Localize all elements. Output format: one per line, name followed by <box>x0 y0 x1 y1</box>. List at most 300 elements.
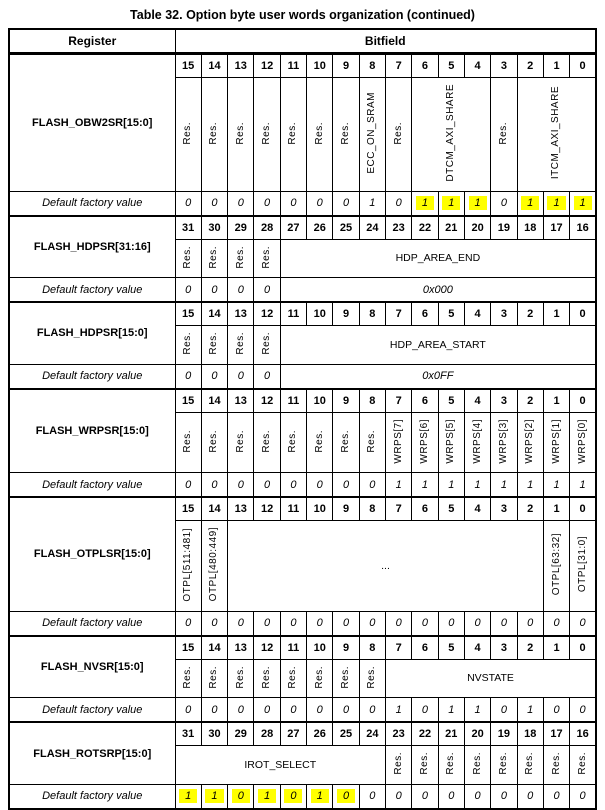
default-value: 0 <box>211 197 218 210</box>
bit-number-cell: 27 <box>280 216 306 240</box>
bit-number-cell: 10 <box>307 497 333 521</box>
bit-number-cell: 19 <box>491 216 517 240</box>
bit-number-cell: 8 <box>359 54 385 78</box>
default-value: 0 <box>474 790 481 803</box>
default-value-row <box>9 278 596 303</box>
default-value-cell <box>412 473 438 498</box>
bit-number-cell: 26 <box>307 216 333 240</box>
default-value-cell <box>254 611 280 636</box>
field-cell <box>280 659 306 698</box>
default-value-cell <box>280 473 306 498</box>
bit-number-cell: 31 <box>175 722 201 746</box>
default-value: 0 <box>553 617 560 630</box>
default-value: 1 <box>500 478 507 491</box>
bit-number-cell: 31 <box>175 216 201 240</box>
bit-number-cell: 12 <box>254 636 280 660</box>
field-cell <box>438 412 464 473</box>
bit-number-cell: 14 <box>201 54 227 78</box>
bitfield-column-header: Bitfield <box>175 29 596 54</box>
bit-number-cell: 12 <box>254 54 280 78</box>
bit-number-cell: 9 <box>333 497 359 521</box>
default-value: 0 <box>211 478 218 491</box>
field-label: Res. <box>392 752 404 775</box>
field-cell <box>201 521 227 611</box>
default-factory-value-label: Default factory value <box>9 473 175 498</box>
bit-number-cell: 28 <box>254 216 280 240</box>
field-cell <box>517 412 543 473</box>
default-value-cell <box>228 364 254 389</box>
field-cell <box>333 659 359 698</box>
default-value-cell <box>438 191 464 216</box>
default-value-cell <box>491 784 517 809</box>
field-label: Res. <box>471 752 483 775</box>
field-label: HDP_AREA_START <box>389 338 486 351</box>
option-byte-table <box>8 28 597 810</box>
default-value: 0 <box>579 617 586 630</box>
bit-number-cell: 1 <box>543 636 569 660</box>
default-value-cell <box>254 278 280 303</box>
default-value: 1 <box>553 478 560 491</box>
field-cell <box>412 412 438 473</box>
bit-number-cell: 23 <box>386 722 412 746</box>
bit-number-cell: 6 <box>412 389 438 413</box>
field-label: DTCM_AXI_SHARE <box>445 84 457 182</box>
field-label: Res. <box>366 665 378 689</box>
highlighted-default-value: 1 <box>442 196 460 210</box>
bit-number-cell: 9 <box>333 54 359 78</box>
field-cell <box>543 412 569 473</box>
bit-number-cell: 13 <box>228 54 254 78</box>
default-value-cell <box>570 191 596 216</box>
bit-number-cell: 0 <box>570 302 596 326</box>
default-value-cell <box>228 698 254 723</box>
field-label: Res. <box>418 752 430 775</box>
default-value: 0 <box>290 617 297 630</box>
bit-number-cell: 29 <box>228 722 254 746</box>
default-value-cell <box>412 191 438 216</box>
default-factory-value-label: Default factory value <box>9 191 175 216</box>
default-value-cell <box>254 698 280 723</box>
field-label: NVSTATE <box>467 672 514 685</box>
field-cell <box>201 326 227 365</box>
default-value: 0 <box>185 478 192 491</box>
field-label: Res. <box>234 665 246 689</box>
field-cell <box>201 412 227 473</box>
bit-number-cell: 3 <box>491 636 517 660</box>
default-value-cell <box>491 698 517 723</box>
bit-number-cell: 6 <box>412 54 438 78</box>
bit-number-row <box>9 54 596 78</box>
default-factory-value-label: Default factory value <box>9 784 175 809</box>
default-value: 0 <box>421 617 429 630</box>
default-value-cell <box>307 191 333 216</box>
default-value: 0 <box>474 617 481 630</box>
default-value: 0 <box>185 283 192 296</box>
field-cell <box>464 746 490 785</box>
highlighted-default-value: 1 <box>521 196 539 210</box>
field-label: WRPS[1] <box>550 418 562 464</box>
field-cell <box>201 78 227 192</box>
default-value: 0 <box>264 703 271 716</box>
field-cell <box>517 746 543 785</box>
default-value-cell <box>570 611 596 636</box>
default-value-cell <box>228 191 254 216</box>
register-name: FLASH_OBW2SR[15:0] <box>9 54 175 192</box>
bit-number-cell: 13 <box>228 636 254 660</box>
default-value: 1 <box>448 478 455 491</box>
bit-number-cell: 10 <box>307 302 333 326</box>
default-value: 0 <box>342 197 350 210</box>
default-value: 0 <box>579 790 586 803</box>
default-value: 1 <box>448 703 455 716</box>
bit-number-cell: 11 <box>280 636 306 660</box>
default-value-cell <box>412 611 438 636</box>
default-value: 1 <box>474 703 481 716</box>
default-value: 0 <box>369 478 376 491</box>
bit-number-cell: 9 <box>333 636 359 660</box>
default-value: 0 <box>421 790 429 803</box>
field-cell <box>307 412 333 473</box>
default-value-cell <box>464 191 490 216</box>
field-label: Res. <box>182 245 194 269</box>
bit-number-cell: 1 <box>543 54 569 78</box>
bit-number-cell: 15 <box>175 54 201 78</box>
default-value: 0 <box>395 790 402 803</box>
default-value-cell <box>464 784 490 809</box>
field-label: OTPL[31:0] <box>576 536 588 593</box>
highlighted-default-value: 1 <box>547 196 565 210</box>
field-label: Res. <box>261 429 273 453</box>
bit-number-cell: 7 <box>386 54 412 78</box>
field-cell <box>228 412 254 473</box>
default-value-cell <box>517 473 543 498</box>
field-label: ECC_ON_SRAM <box>366 91 378 174</box>
field-label: Res. <box>234 429 246 453</box>
field-label: Res. <box>340 429 352 453</box>
default-value: 0 <box>237 197 244 210</box>
bit-number-cell: 6 <box>412 302 438 326</box>
default-value-cell <box>333 784 359 809</box>
default-value-cell <box>543 698 569 723</box>
default-value-cell <box>280 278 596 303</box>
default-value: 0 <box>316 617 323 630</box>
field-cell <box>543 521 569 611</box>
default-value: 0 <box>185 370 192 383</box>
field-cell <box>175 746 386 785</box>
bit-number-cell: 24 <box>359 722 385 746</box>
bit-number-cell: 10 <box>307 636 333 660</box>
default-value-cell <box>386 698 412 723</box>
default-value: 0 <box>211 283 218 296</box>
highlighted-default-value: 0 <box>337 789 355 803</box>
field-cell <box>175 78 201 192</box>
default-value-cell <box>228 611 254 636</box>
field-cell <box>175 326 201 365</box>
default-value: 0 <box>185 617 192 630</box>
default-value-cell <box>201 191 227 216</box>
default-value: 0 <box>500 790 507 803</box>
bit-number-cell: 0 <box>570 389 596 413</box>
default-factory-value-label: Default factory value <box>9 278 175 303</box>
default-value: 1 <box>474 478 481 491</box>
bit-number-cell: 17 <box>543 216 569 240</box>
field-cell <box>307 78 333 192</box>
register-name: FLASH_HDPSR[31:16] <box>9 216 175 278</box>
highlighted-default-value: 1 <box>574 196 592 210</box>
default-value: 0 <box>211 703 218 716</box>
register-name: FLASH_NVSR[15:0] <box>9 636 175 698</box>
default-value-cell <box>175 364 201 389</box>
field-cell <box>570 412 596 473</box>
default-value-cell <box>175 698 201 723</box>
default-value-row <box>9 784 596 809</box>
default-value: 1 <box>395 703 402 716</box>
field-label: Res. <box>287 121 299 145</box>
field-cell <box>280 78 306 192</box>
default-value: 0 <box>290 703 297 716</box>
field-label: Res. <box>340 665 352 689</box>
default-value: 0 <box>237 703 244 716</box>
bit-number-cell: 7 <box>386 497 412 521</box>
bit-number-cell: 4 <box>464 636 490 660</box>
table-title: Table 32. Option byte user words organization (continued) <box>130 8 475 22</box>
default-value: 0 <box>553 703 560 716</box>
bit-number-cell: 2 <box>517 54 543 78</box>
bit-number-cell: 27 <box>280 722 306 746</box>
default-factory-value-label: Default factory value <box>9 364 175 389</box>
default-value-cell <box>333 473 359 498</box>
default-value-cell <box>228 278 254 303</box>
field-cell <box>359 78 385 192</box>
default-value-cell <box>228 473 254 498</box>
register-name: FLASH_ROTSRP[15:0] <box>9 722 175 784</box>
default-value: 0 <box>237 617 244 630</box>
bit-number-cell: 1 <box>543 302 569 326</box>
default-value-cell <box>517 784 543 809</box>
bit-number-cell: 26 <box>307 722 333 746</box>
default-value: 0 <box>237 283 244 296</box>
field-cell <box>280 239 596 278</box>
field-label: Res. <box>576 752 588 775</box>
bit-number-cell: 11 <box>280 54 306 78</box>
default-value-cell <box>201 364 227 389</box>
bit-number-cell: 16 <box>570 216 596 240</box>
field-cell <box>254 78 280 192</box>
bit-number-cell: 7 <box>386 636 412 660</box>
highlighted-default-value: 1 <box>205 789 223 803</box>
bit-number-cell: 2 <box>517 636 543 660</box>
default-value-cell <box>175 611 201 636</box>
default-value-cell <box>412 784 438 809</box>
default-value: 0 <box>395 197 402 210</box>
field-label: Res. <box>497 752 509 775</box>
bit-number-cell: 6 <box>412 636 438 660</box>
default-value-cell <box>307 473 333 498</box>
bit-number-cell: 17 <box>543 722 569 746</box>
bit-number-row <box>9 216 596 240</box>
table-header-row <box>9 29 596 54</box>
field-label: OTPL[63:32] <box>550 533 562 596</box>
register-name: FLASH_OTPLSR[15:0] <box>9 497 175 611</box>
field-cell <box>543 746 569 785</box>
default-value: 0 <box>342 617 350 630</box>
field-cell <box>386 659 597 698</box>
bit-number-cell: 3 <box>491 302 517 326</box>
bit-number-cell: 2 <box>517 302 543 326</box>
bit-number-cell: 20 <box>464 216 490 240</box>
bit-number-cell: 21 <box>438 216 464 240</box>
default-value-cell <box>491 473 517 498</box>
default-value-cell <box>491 191 517 216</box>
default-value: 0 <box>211 617 218 630</box>
field-label: Res. <box>208 332 220 355</box>
field-cell <box>228 78 254 192</box>
field-label: Res. <box>182 121 194 145</box>
bit-number-cell: 15 <box>175 636 201 660</box>
bit-number-cell: 11 <box>280 497 306 521</box>
field-cell <box>491 78 517 192</box>
field-cell <box>359 412 385 473</box>
field-cell <box>333 78 359 192</box>
bit-number-cell: 4 <box>464 302 490 326</box>
default-value-cell <box>333 611 359 636</box>
default-value-cell <box>175 191 201 216</box>
default-value-cell <box>438 698 464 723</box>
default-value: 0 <box>211 370 218 383</box>
field-label: Res. <box>261 245 273 269</box>
default-value: 0 <box>264 197 271 210</box>
field-label: Res. <box>313 665 325 689</box>
default-value: 0x0FF <box>422 370 454 383</box>
default-value: 0 <box>237 478 244 491</box>
default-value-cell <box>307 698 333 723</box>
default-value-cell <box>175 784 201 809</box>
field-label: IROT_SELECT <box>244 759 317 771</box>
default-value-cell <box>386 611 412 636</box>
field-label: Res. <box>392 121 404 145</box>
bit-number-cell: 18 <box>517 216 543 240</box>
default-value: 0 <box>264 370 271 383</box>
default-value: 0 <box>395 617 402 630</box>
bit-number-cell: 13 <box>228 302 254 326</box>
bit-number-cell: 12 <box>254 302 280 326</box>
default-value: 0 <box>500 703 507 716</box>
field-cell <box>464 412 490 473</box>
default-value-cell <box>464 611 490 636</box>
bit-number-cell: 11 <box>280 302 306 326</box>
default-value-cell <box>359 784 385 809</box>
default-value-cell <box>280 191 306 216</box>
field-cell <box>386 412 412 473</box>
bit-number-cell: 0 <box>570 497 596 521</box>
field-label: Res. <box>313 121 325 145</box>
default-value: 0 <box>316 197 323 210</box>
default-value-cell <box>386 784 412 809</box>
field-label: OTPL[511:481] <box>182 527 194 602</box>
default-value-cell <box>175 473 201 498</box>
bit-number-row <box>9 722 596 746</box>
highlighted-default-value: 0 <box>232 789 250 803</box>
default-value-cell <box>543 473 569 498</box>
default-factory-value-label: Default factory value <box>9 698 175 723</box>
bit-number-cell: 4 <box>464 389 490 413</box>
field-cell <box>570 746 596 785</box>
default-value: 0 <box>264 283 271 296</box>
bit-number-cell: 14 <box>201 497 227 521</box>
field-cell <box>254 239 280 278</box>
field-label: WRPS[3] <box>497 418 509 464</box>
bit-number-cell: 5 <box>438 302 464 326</box>
field-label: Res. <box>550 752 562 775</box>
field-label: Res. <box>261 665 273 689</box>
bit-number-cell: 9 <box>333 302 359 326</box>
default-value-cell <box>254 191 280 216</box>
default-value: 0 <box>500 617 507 630</box>
field-label: ... <box>381 559 390 572</box>
field-label: WRPS[6] <box>418 418 430 464</box>
bit-number-cell: 13 <box>228 389 254 413</box>
bit-number-cell: 14 <box>201 636 227 660</box>
field-label: ITCM_AXI_SHARE <box>550 86 562 180</box>
field-cell <box>228 326 254 365</box>
default-value: 0 <box>237 370 244 383</box>
field-label: Res. <box>261 332 273 355</box>
bit-number-cell: 15 <box>175 389 201 413</box>
default-value-cell <box>412 698 438 723</box>
register-column-header: Register <box>9 29 175 54</box>
register-name: FLASH_WRPSR[15:0] <box>9 389 175 473</box>
default-value: 0 <box>527 790 534 803</box>
field-label: Res. <box>182 332 194 355</box>
field-cell <box>438 746 464 785</box>
default-value-cell <box>307 784 333 809</box>
bit-number-cell: 10 <box>307 389 333 413</box>
table-body <box>9 54 596 809</box>
field-cell <box>175 659 201 698</box>
default-value-row <box>9 364 596 389</box>
default-value: 0 <box>290 478 297 491</box>
bit-number-row <box>9 302 596 326</box>
default-value-cell <box>359 473 385 498</box>
bit-number-cell: 8 <box>359 497 385 521</box>
bit-number-cell: 3 <box>491 54 517 78</box>
default-value-cell <box>280 698 306 723</box>
bit-number-cell: 5 <box>438 389 464 413</box>
field-cell <box>228 239 254 278</box>
bit-number-cell: 8 <box>359 389 385 413</box>
highlighted-default-value: 1 <box>258 789 276 803</box>
field-label: Res. <box>340 121 352 145</box>
bit-number-cell: 20 <box>464 722 490 746</box>
field-cell <box>412 746 438 785</box>
highlighted-default-value: 1 <box>469 196 487 210</box>
default-value-cell <box>570 698 596 723</box>
field-cell <box>201 239 227 278</box>
field-cell <box>280 412 306 473</box>
bit-number-cell: 3 <box>491 497 517 521</box>
bit-number-cell: 19 <box>491 722 517 746</box>
bit-number-cell: 25 <box>333 216 359 240</box>
bit-number-cell: 1 <box>543 497 569 521</box>
field-label: Res. <box>208 121 220 145</box>
bit-number-cell: 16 <box>570 722 596 746</box>
field-cell <box>412 78 491 192</box>
default-value-cell <box>438 473 464 498</box>
field-label: WRPS[0] <box>576 418 588 464</box>
default-value-cell <box>201 698 227 723</box>
default-value-cell <box>517 698 543 723</box>
bit-number-cell: 7 <box>386 302 412 326</box>
